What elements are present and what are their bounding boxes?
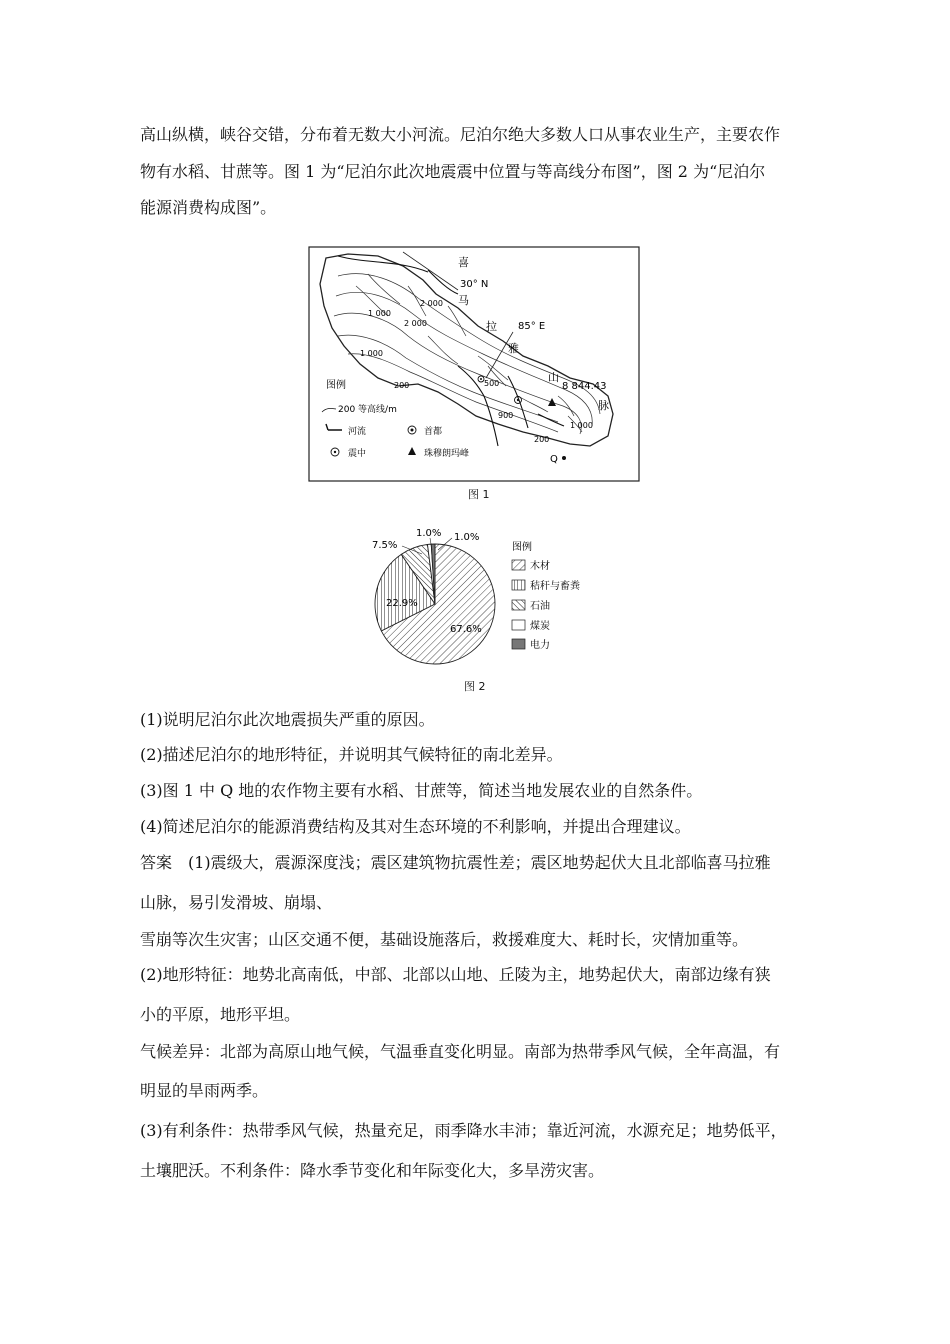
- label-lat: 30° N: [460, 279, 489, 290]
- answer-2-line-2: 小的平原，地形平坦。: [140, 1005, 301, 1024]
- answer-1-line-3: 雪崩等次生灾害；山区交通不便，基础设施落后，救援难度大、耗时长，灾情加重等。: [140, 930, 749, 949]
- answer-2-line-1: (2)地形特征：地势北高南低，中部、北部以山地、丘陵为主，地势起伏大，南部边缘有狭: [140, 965, 771, 984]
- pie-label-electricity: 1.0%: [454, 532, 480, 543]
- q-point: [562, 456, 566, 460]
- answer-1-line-2: 山脉，易引发滑坡、崩塌、: [140, 893, 333, 912]
- legend-everest: 珠穆朗玛峰: [424, 449, 470, 459]
- legend-electricity: 电力: [530, 640, 550, 651]
- contour-label-900: 900: [498, 411, 514, 420]
- question-3: (3)图 1 中 Q 地的农作物主要有水稻、甘蔗等，简述当地发展农业的自然条件。: [140, 781, 703, 800]
- intro-line-1: 高山纵横，峡谷交错，分布着无数大小河流。尼泊尔绝大多数人口从事农业生产，主要农作: [140, 125, 781, 144]
- figure2-caption: 图 2: [464, 680, 486, 693]
- intro-line-3: 能源消费构成图”。: [140, 198, 277, 217]
- map-legend-title: 图例: [326, 380, 346, 391]
- answer-1-line-1: 答案 (1)震级大，震源深度浅；震区建筑物抗震性差；震区地势起伏大且北部临喜马拉雅: [140, 853, 771, 872]
- pie-label-oil: 7.5%: [372, 540, 398, 551]
- label-lon: 85° E: [518, 321, 546, 332]
- legend-epicenter: 震中: [348, 449, 367, 459]
- pie-label-coal: 1.0%: [416, 528, 442, 539]
- question-4: (4)简述尼泊尔的能源消费结构及其对生态环境的不利影响，并提出合理建议。: [140, 817, 691, 836]
- label-ya: 雅: [508, 342, 519, 355]
- legend-wood: 木材: [530, 561, 550, 572]
- pie-legend-item-oil: [512, 599, 550, 612]
- pie-label-wood: 67.6%: [450, 624, 482, 635]
- contour-label-200a: 200: [394, 381, 410, 390]
- label-ma: 马: [458, 294, 469, 307]
- legend-coal: 煤炭: [530, 621, 550, 632]
- label-peak-height: 8 844.43: [562, 381, 607, 392]
- question-2: (2)描述尼泊尔的地形特征，并说明其气候特征的南北差异。: [140, 745, 563, 764]
- contour-label-1000c: 1 000: [570, 421, 593, 430]
- contour-label-2000a: 2 000: [420, 299, 443, 308]
- intro-line-2: 物有水稻、甘蔗等。图 1 为“尼泊尔此次地震震中位置与等高线分布图”，图 2 为“尼泊尔: [140, 162, 766, 181]
- label-xi: 喜: [458, 256, 469, 269]
- pie-label-straw: 22.9%: [386, 598, 418, 609]
- label-la: 拉: [486, 320, 497, 333]
- contour-label-1000a: 1 000: [368, 309, 391, 318]
- pie-legend-item-coal: [512, 619, 550, 632]
- contour-label-500: 500: [484, 379, 500, 388]
- question-1: (1)说明尼泊尔此次地震损失严重的原因。: [140, 710, 435, 729]
- figure1-caption: 图 1: [468, 488, 490, 501]
- pie-legend-item-wood: [512, 559, 550, 572]
- pie-legend-title: 图例: [512, 542, 532, 553]
- answer-3-line-2: 土壤肥沃。不利条件：降水季节变化和年际变化大，多旱涝灾害。: [140, 1161, 605, 1180]
- label-mai: 脉: [598, 399, 609, 412]
- answer-3-line-1: (3)有利条件：热带季风气候，热量充足，雨季降水丰沛；靠近河流，水源充足；地势低平，: [140, 1121, 787, 1140]
- contour-label-1000b: 1 000: [360, 349, 383, 358]
- legend-oil: 石油: [530, 601, 550, 612]
- legend-river: 河流: [348, 427, 367, 437]
- pie-legend-item-electricity: [512, 638, 550, 651]
- legend-capital: 首都: [424, 427, 443, 437]
- contour-label-200b: 200: [534, 435, 550, 444]
- pie-legend-item-straw: [512, 579, 581, 592]
- answer-2-line-4: 明显的旱雨两季。: [140, 1081, 269, 1100]
- figure2-pie-chart: [360, 524, 620, 674]
- answer-2-line-3: 气候差异：北部为高原山地气候，气温垂直变化明显。南部为热带季风气候，全年高温，有: [140, 1042, 781, 1061]
- label-shan: 山: [548, 371, 559, 384]
- contour-label-2000b: 2 000: [404, 319, 427, 328]
- figure1-map: [308, 246, 640, 482]
- label-q: Q: [550, 454, 558, 465]
- legend-straw: 秸秆与畜粪: [530, 581, 580, 592]
- legend-contour: 200 等高线/m: [338, 405, 397, 415]
